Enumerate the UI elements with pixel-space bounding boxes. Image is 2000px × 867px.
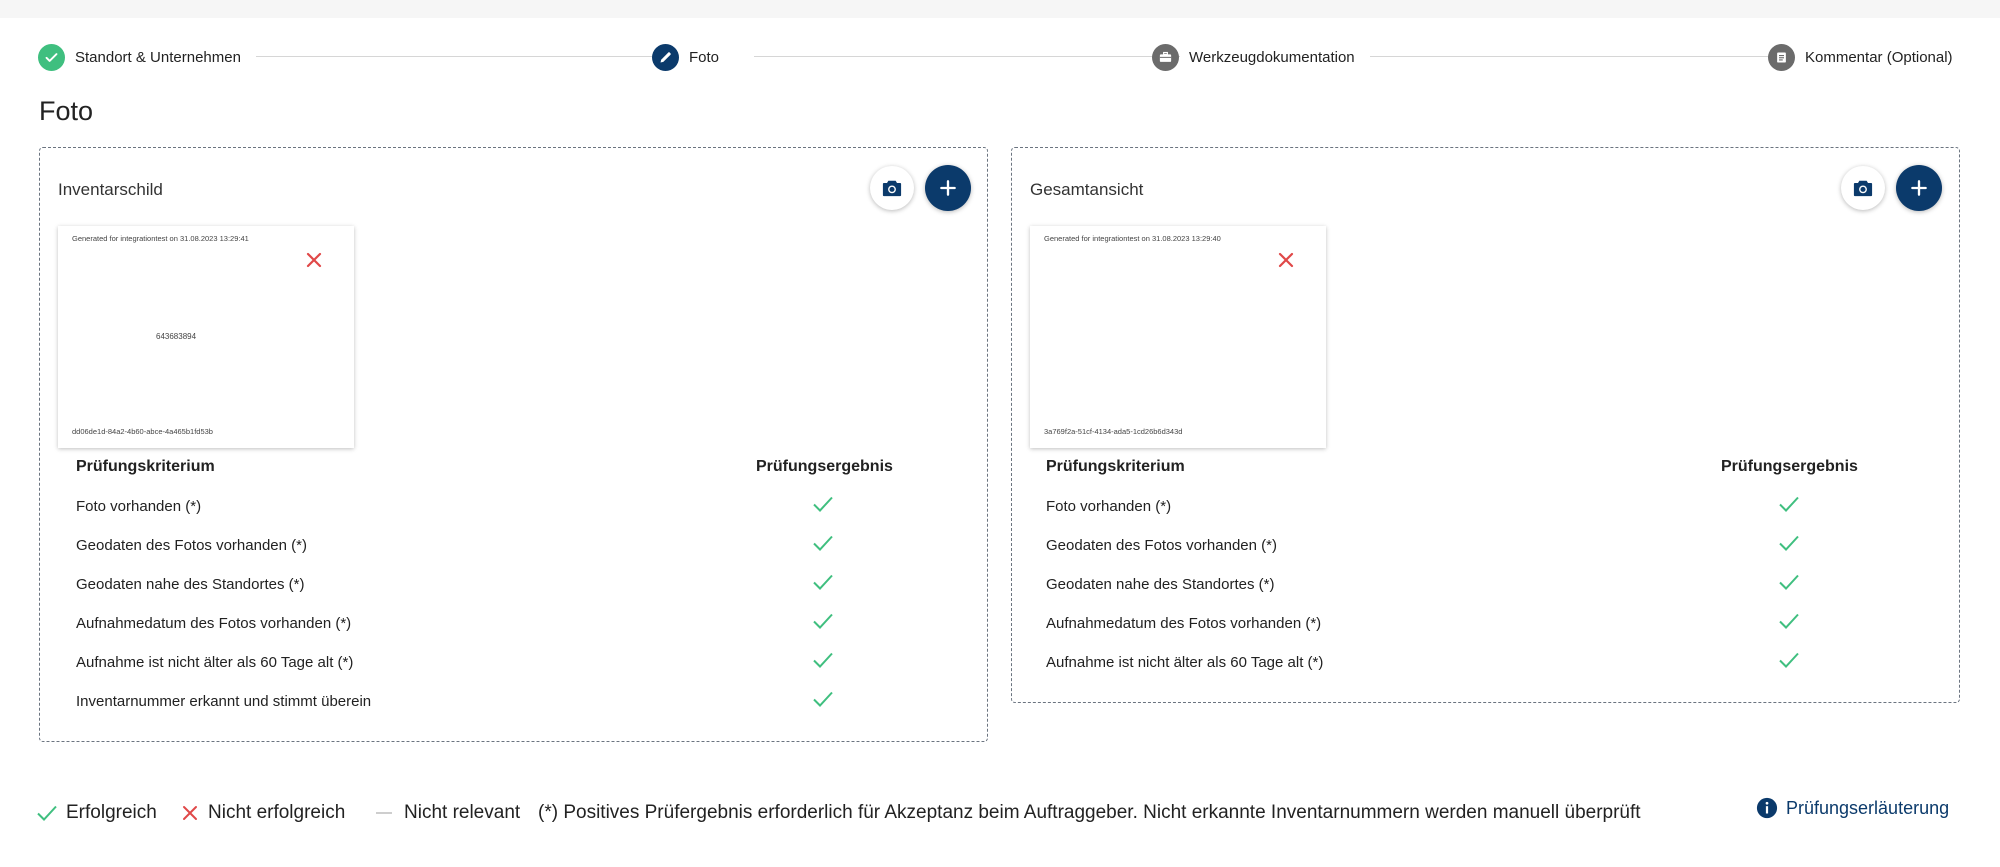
- photo-thumbnail[interactable]: [1030, 226, 1326, 448]
- dash-icon: [374, 803, 394, 823]
- result-header: Prüfungsergebnis: [756, 458, 893, 475]
- check-icon: [812, 690, 834, 708]
- step-kommentar[interactable]: [1768, 42, 1953, 72]
- criterion-row: Geodaten des Fotos vorhanden (*): [76, 537, 307, 554]
- check-icon: [1778, 573, 1800, 591]
- check-icon: [812, 651, 834, 669]
- thumbnail-code: 643683894: [156, 332, 197, 341]
- check-icon: [1778, 651, 1800, 669]
- panel-title: Gesamtansicht: [1030, 180, 1144, 199]
- step-werkzeug[interactable]: [1152, 42, 1355, 72]
- legend-fail-label: Nicht erfolgreich: [208, 802, 346, 823]
- check-icon: [812, 612, 834, 630]
- thumbnail-id: dd06de1d-84a2-4b60-abce-4a465b1fd53b: [72, 427, 213, 436]
- camera-button[interactable]: [870, 166, 914, 210]
- photo-panel-inventarschild: [39, 147, 988, 742]
- check-icon: [812, 495, 834, 513]
- comment-icon: [1768, 44, 1795, 71]
- step-label: Werkzeugdokumentation: [1189, 48, 1355, 66]
- legend-na-label: Nicht relevant: [404, 802, 521, 823]
- pencil-icon: [652, 44, 679, 71]
- criterion-row: Inventarnummer erkannt und stimmt überein: [76, 693, 372, 710]
- thumbnail-caption: Generated for integrationtest on 31.08.2023 13:29:40: [1044, 234, 1221, 243]
- legend-note-text: (*) Positives Prüfergebnis erforderlich für Akzeptanz beim Auftraggeber. Nicht erkannte Inventarnummern werden manuell überprüft: [538, 802, 1641, 823]
- criterion-row: Aufnahmedatum des Fotos vorhanden (*): [76, 615, 352, 632]
- legend-na: [374, 802, 520, 824]
- camera-button[interactable]: [1841, 166, 1885, 210]
- criterion-row: Aufnahme ist nicht älter als 60 Tage alt (*): [76, 654, 354, 671]
- check-icon: [1778, 495, 1800, 513]
- check-icon: [36, 804, 58, 822]
- delete-photo-icon[interactable]: [304, 250, 324, 270]
- thumbnail-caption: Generated for integrationtest on 31.08.2023 13:29:41: [72, 234, 249, 243]
- pruefungserlaeuterung-link[interactable]: [1756, 797, 1949, 819]
- check-icon: [1778, 612, 1800, 630]
- info-link-label: Prüfungserläuterung: [1786, 797, 1950, 818]
- criterion-row: Foto vorhanden (*): [76, 498, 202, 515]
- step-label: Foto: [689, 48, 720, 66]
- criterion-header: Prüfungskriterium: [76, 458, 215, 475]
- criterion-row: Foto vorhanden (*): [1046, 498, 1172, 515]
- check-icon: [812, 573, 834, 591]
- cross-icon: [180, 803, 200, 823]
- stepper: [38, 42, 1960, 72]
- result-header: Prüfungsergebnis: [1721, 458, 1858, 475]
- legend-success: [36, 802, 157, 824]
- photo-thumbnail[interactable]: [58, 226, 354, 448]
- thumbnail-id: 3a769f2a-51cf-4134-ada5-1cd26b6d343d: [1044, 427, 1183, 436]
- legend-note: [538, 802, 1641, 824]
- legend-fail: [180, 802, 345, 824]
- step-label: Kommentar (Optional): [1805, 48, 1953, 66]
- legend: [0, 802, 2000, 830]
- criterion-header: Prüfungskriterium: [1046, 458, 1185, 475]
- panel-title: Inventarschild: [58, 180, 163, 199]
- criterion-row: Aufnahmedatum des Fotos vorhanden (*): [1046, 615, 1322, 632]
- step-label: Standort & Unternehmen: [75, 48, 241, 66]
- step-connector: [256, 56, 656, 57]
- step-connector: [1370, 56, 1794, 57]
- camera-icon: [1852, 178, 1874, 198]
- criterion-row: Geodaten nahe des Standortes (*): [76, 576, 305, 593]
- step-connector: [754, 56, 1180, 57]
- step-standort[interactable]: [38, 42, 241, 72]
- criterion-row: Geodaten nahe des Standortes (*): [1046, 576, 1275, 593]
- check-icon: [1778, 534, 1800, 552]
- camera-icon: [881, 178, 903, 198]
- plus-icon: [1909, 178, 1929, 198]
- step-foto[interactable]: [652, 42, 719, 72]
- add-photo-button[interactable]: [925, 165, 971, 211]
- criterion-row: Aufnahme ist nicht älter als 60 Tage alt (*): [1046, 654, 1324, 671]
- photo-panel-gesamtansicht: [1011, 147, 1960, 703]
- plus-icon: [938, 178, 958, 198]
- add-photo-button[interactable]: [1896, 165, 1942, 211]
- delete-photo-icon[interactable]: [1276, 250, 1296, 270]
- legend-success-label: Erfolgreich: [66, 802, 157, 823]
- toolbox-icon: [1152, 44, 1179, 71]
- info-icon: [1756, 797, 1778, 819]
- check-circle-icon: [38, 44, 65, 71]
- page-title: Foto: [39, 96, 94, 126]
- criterion-row: Geodaten des Fotos vorhanden (*): [1046, 537, 1277, 554]
- check-icon: [812, 534, 834, 552]
